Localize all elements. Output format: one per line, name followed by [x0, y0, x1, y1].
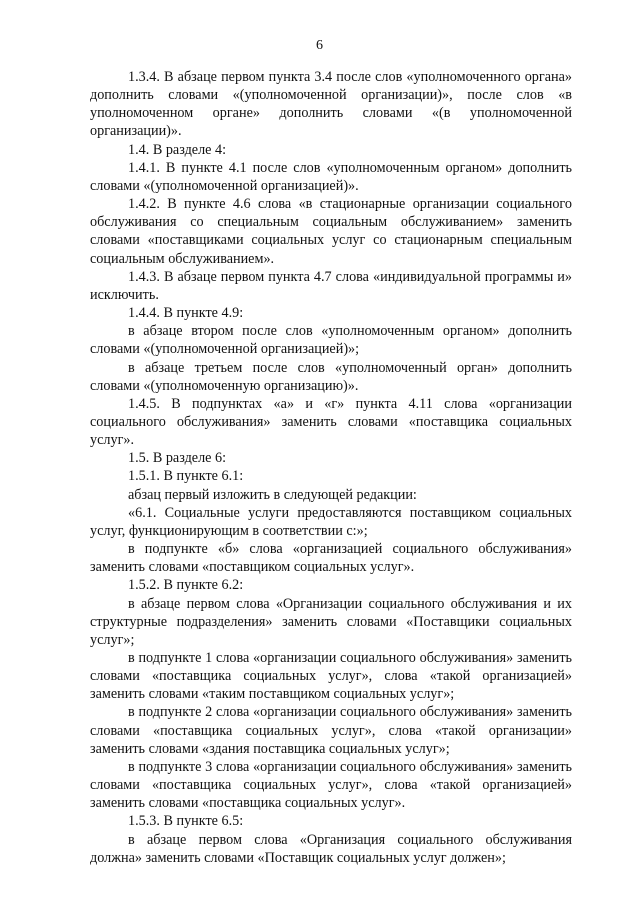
paragraph-1-5-2-first: в абзаце первом слова «Организации социального обслуживания и их структурные подразделения» заменить словами «Поставщики социальных услуг»;	[90, 595, 572, 648]
page-number: 6	[316, 38, 323, 53]
paragraph-1-5-2-sub1: в подпункте 1 слова «организации социального обслуживания» заменить словами «поставщика социальных услуг», слова «такой организацией» заменить словами «таким поставщиком социальных услуг»;	[90, 650, 572, 703]
paragraph-1-4-3: 1.4.3. В абзаце первом пункта 4.7 слова «индивидуальной программы и» исключить.	[90, 268, 572, 303]
paragraph-1-5-2-sub2: в подпункте 2 слова «организации социального обслуживания» заменить словами «поставщика социальных услуг», слова «такой организации» заменить словами «здания поставщика социальных услуг»;	[90, 704, 572, 757]
paragraph-1-4-4-second: в абзаце втором после слов «уполномоченным органом» дополнить словами «(уполномоченной организацией)»;	[90, 323, 572, 358]
paragraph-1-4-1: 1.4.1. В пункте 4.1 после слов «уполномоченным органом» дополнить словами «(уполномоченной организацией)».	[90, 159, 572, 194]
document-body	[90, 68, 572, 867]
paragraph-1-4-4-third: в абзаце третьем после слов «уполномоченный орган» дополнить словами «(уполномоченную организацию)».	[90, 359, 572, 394]
paragraph-6-1-quote: «6.1. Социальные услуги предоставляются поставщиком социальных услуг, функционирующим в соответствии с:»;	[90, 504, 572, 539]
paragraph-1-5: 1.5. В разделе 6:	[128, 450, 227, 467]
paragraph-1-4-2: 1.4.2. В пункте 4.6 слова «в стационарные организации социального обслуживания со специальным социальным обслуживанием» заменить словами «поставщиками социальных услуг со стационарным специальным социальным обслуживанием».	[90, 196, 572, 267]
paragraph-1-4-5: 1.4.5. В подпунктах «а» и «г» пункта 4.11 слова «организации социального обслуживания» заменить словами «поставщика социальных услуг».	[90, 395, 572, 449]
paragraph-1-3-4: 1.3.4. В абзаце первом пункта 3.4 после слов «уполномоченного органа» дополнить словами «(уполномоченной организации)», после слов «в уполномоченном органе» дополнить словами «(в уполномоченной организации)».	[90, 69, 572, 140]
paragraph-1-5-1: 1.5.1. В пункте 6.1:	[128, 468, 244, 485]
paragraph-1-4-4: 1.4.4. В пункте 4.9:	[128, 305, 244, 322]
paragraph-1-5-3: 1.5.3. В пункте 6.5:	[128, 813, 244, 830]
paragraph-1-5-2-sub3: в подпункте 3 слова «организации социального обслуживания» заменить словами «поставщика социальных услуг», слова «такой организацией» заменить словами «поставщика социальных услуг».	[90, 758, 572, 812]
paragraph-1-5-1-b: в подпункте «б» слова «организацией социального обслуживания» заменить словами «поставщиком социальных услуг».	[90, 541, 572, 576]
paragraph-1-4: 1.4. В разделе 4:	[128, 141, 227, 158]
paragraph-1-5-3-first: в абзаце первом слова «Организация социального обслуживания должна» заменить словами «Поставщик социальных услуг должен»;	[90, 831, 572, 866]
paragraph-1-5-2: 1.5.2. В пункте 6.2:	[128, 577, 244, 594]
paragraph-1-5-1-first: абзац первый изложить в следующей редакции:	[128, 486, 417, 503]
